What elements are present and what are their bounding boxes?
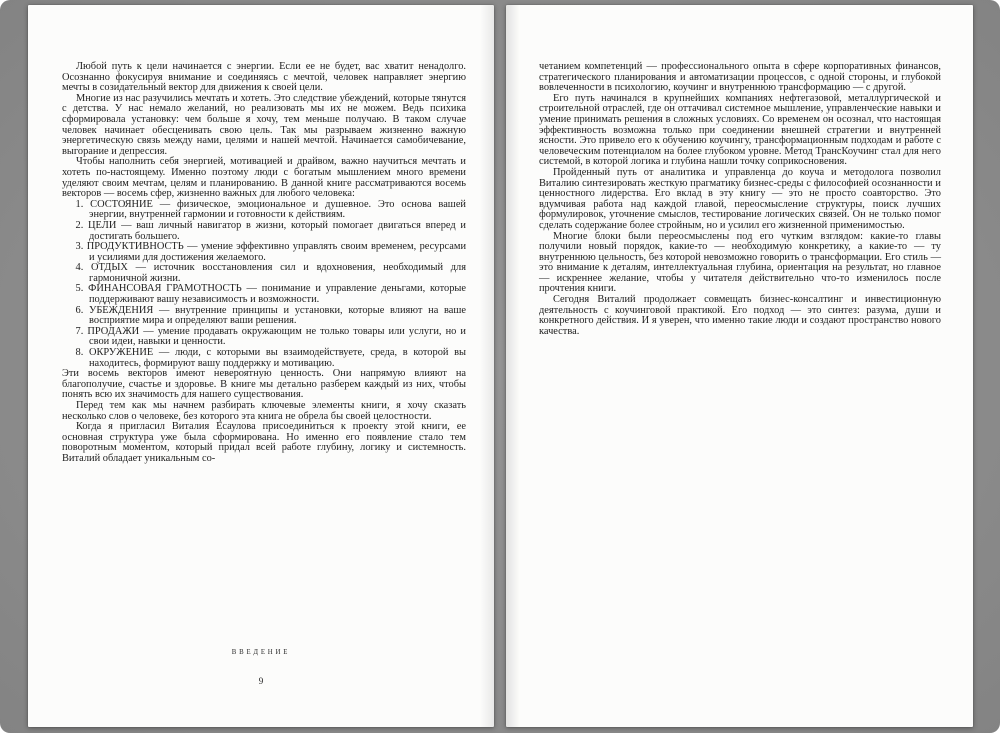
list-item: 4. ОТДЫХ — источник восстановления сил и вдохновения, необходимый для гармоничной жизни. [75, 262, 466, 284]
list-item: 2. ЦЕЛИ — ваш личный навигатор в жизни, который помогает двигаться вперед и достигать большего. [75, 219, 466, 242]
list-item: 8. ОКРУЖЕНИЕ — люди, с которыми вы взаимодействуете, среда, в которой вы находитесь, формируют вашу поддержку и мотивацию. [75, 347, 466, 369]
paragraph: Перед тем как мы начнем разбирать ключевые элементы книги, я хочу сказать несколько слов о человеке, без которого эта книга не обрела бы своей целостности. [62, 400, 466, 422]
paragraph: четанием компетенций — профессионального опыта в сфере корпоративных финансов, стратегического планирования и автоматизации процессов, с одной стороны, и глубокой вовлеченности в психологию, коучинг и внутреннюю трансформацию — с другой. [539, 61, 941, 94]
paragraph: Любой путь к цели начинается с энергии. Если ее не будет, вас хватит ненадолго. Осознанно фокусируя внимание и соединяясь с мечтой, человек направляет энергию мечты в созидательный вектор для движения к своей цели. [62, 61, 466, 94]
list-item: 7. ПРОДАЖИ — умение продавать окружающим не только товары или услуги, но и свои идеи, навыки и ценности. [75, 325, 466, 348]
paragraph: Пройденный путь от аналитика и управленца до коуча и методолога позволил Виталию синтезировать жесткую прагматику бизнес-среды с философией осознанности и ценностного лидерства. Его вклад в эту книгу — это не просто соавторство. Это вдумчивая работа над каждой главой, переосмысление структуры, поиск лучших формулировок, уточнение смыслов, тестирование логических связей. Он не только помог сделать содержание более стройным, но и усилил его жизненной применимостью. [539, 166, 941, 231]
left-page-text [62, 62, 466, 465]
list-item: 6. УБЕЖДЕНИЯ — внутренние принципы и установки, которые влияют на ваше восприятие мира и определяют ваши решения. [75, 304, 466, 327]
right-page-text [539, 62, 941, 337]
paragraph: Чтобы наполнить себя энергией, мотивацией и драйвом, важно научиться мечтать и хотеть по-настоящему. Именно поэтому люди с богатым мышлением много времени уделяют своим мечтам, целям и планированию. В данной книге рассматриваются восемь векторов — восемь сфер, жизненно важных для любого человека: [62, 156, 466, 200]
list-item: 5. ФИНАНСОВАЯ ГРАМОТНОСТЬ — понимание и управление деньгами, которые поддерживают вашу независимость и возможности. [75, 283, 466, 306]
list-item: 3. ПРОДУКТИВНОСТЬ — умение эффективно управлять своим временем, ресурсами и усилиями для достижения желаемого. [75, 241, 466, 263]
paragraph: Многие из нас разучились мечтать и хотеть. Это следствие убеждений, которые тянутся с детства. У нас немало желаний, но реализовать мы их не можем. Ведь психика сформировала установку: чем больше я хочу, тем меньше получаю. В таком случае человек начинает обесценивать свою цель. Так мы разрываем жизненно важную энергетическую связь между нами, целями и нашей мечтой. Начинается самобичевание, выгорание и депрессия. [62, 92, 466, 157]
paragraph: Его путь начинался в крупнейших компаниях нефтегазовой, металлургической и строительной отраслей, где он оттачивал системное мышление, управленческие навыки и умение принимать решения в сложных условиях. Со временем он осознал, что настоящая эффективность возможна только при соединении внешней стратегии и внутренней ясности. Это привело его к обучению коучингу, трансформационным подходам и работе с человеческим потенциалом на более глубоком уровне. Метод ТрансКоучинг стал для него системой, в которой логика и глубина нашли точку соприкосновения. [539, 92, 941, 168]
page-number: 9 [258, 676, 264, 686]
list-item: 1. СОСТОЯНИЕ — физическое, эмоциональное и душевное. Это основа вашей энергии, внутренней гармонии и готовности к действиям. [75, 198, 466, 221]
vectors-list [62, 200, 466, 370]
running-title: ВВЕДЕНИЕ [231, 649, 291, 656]
paragraph: Эти восемь векторов имеют невероятную ценность. Они напрямую влияют на благополучие, счастье и здоровье. В книге мы детально разберем каждый из них, чтобы понять всю их значимость для нашего существования. [62, 368, 466, 401]
right-page [506, 5, 973, 727]
paragraph: Многие блоки были переосмыслены под его чутким взглядом: какие-то главы получили новый порядок, какие-то — необходимую конкретику, а какие-то — ту внутреннюю цельность, без которой невозможно говорить о трансформации. Его стиль — это внимание к деталям, интеллектуальная глубина, ориентация на результат, но главное — искреннее желание, чтобы у читателя действительно что-то изменилось после прочтения книги. [539, 230, 941, 295]
left-page [28, 5, 494, 727]
paragraph: Когда я пригласил Виталия Есаулова присоединиться к проекту этой книги, ее основная структура уже была сформирована. Но именно его появление стало тем поворотным моментом, который придал всей работе глубину, логику и системность. Виталий обладает уникальным со- [62, 421, 466, 464]
paragraph: Сегодня Виталий продолжает совмещать бизнес-консалтинг и инвестиционную деятельность с коучинговой практикой. Его подход — это синтез: разума, души и конкретного действия. И я уверен, что именно такие люди и создают пространство нового качества. [539, 294, 941, 337]
